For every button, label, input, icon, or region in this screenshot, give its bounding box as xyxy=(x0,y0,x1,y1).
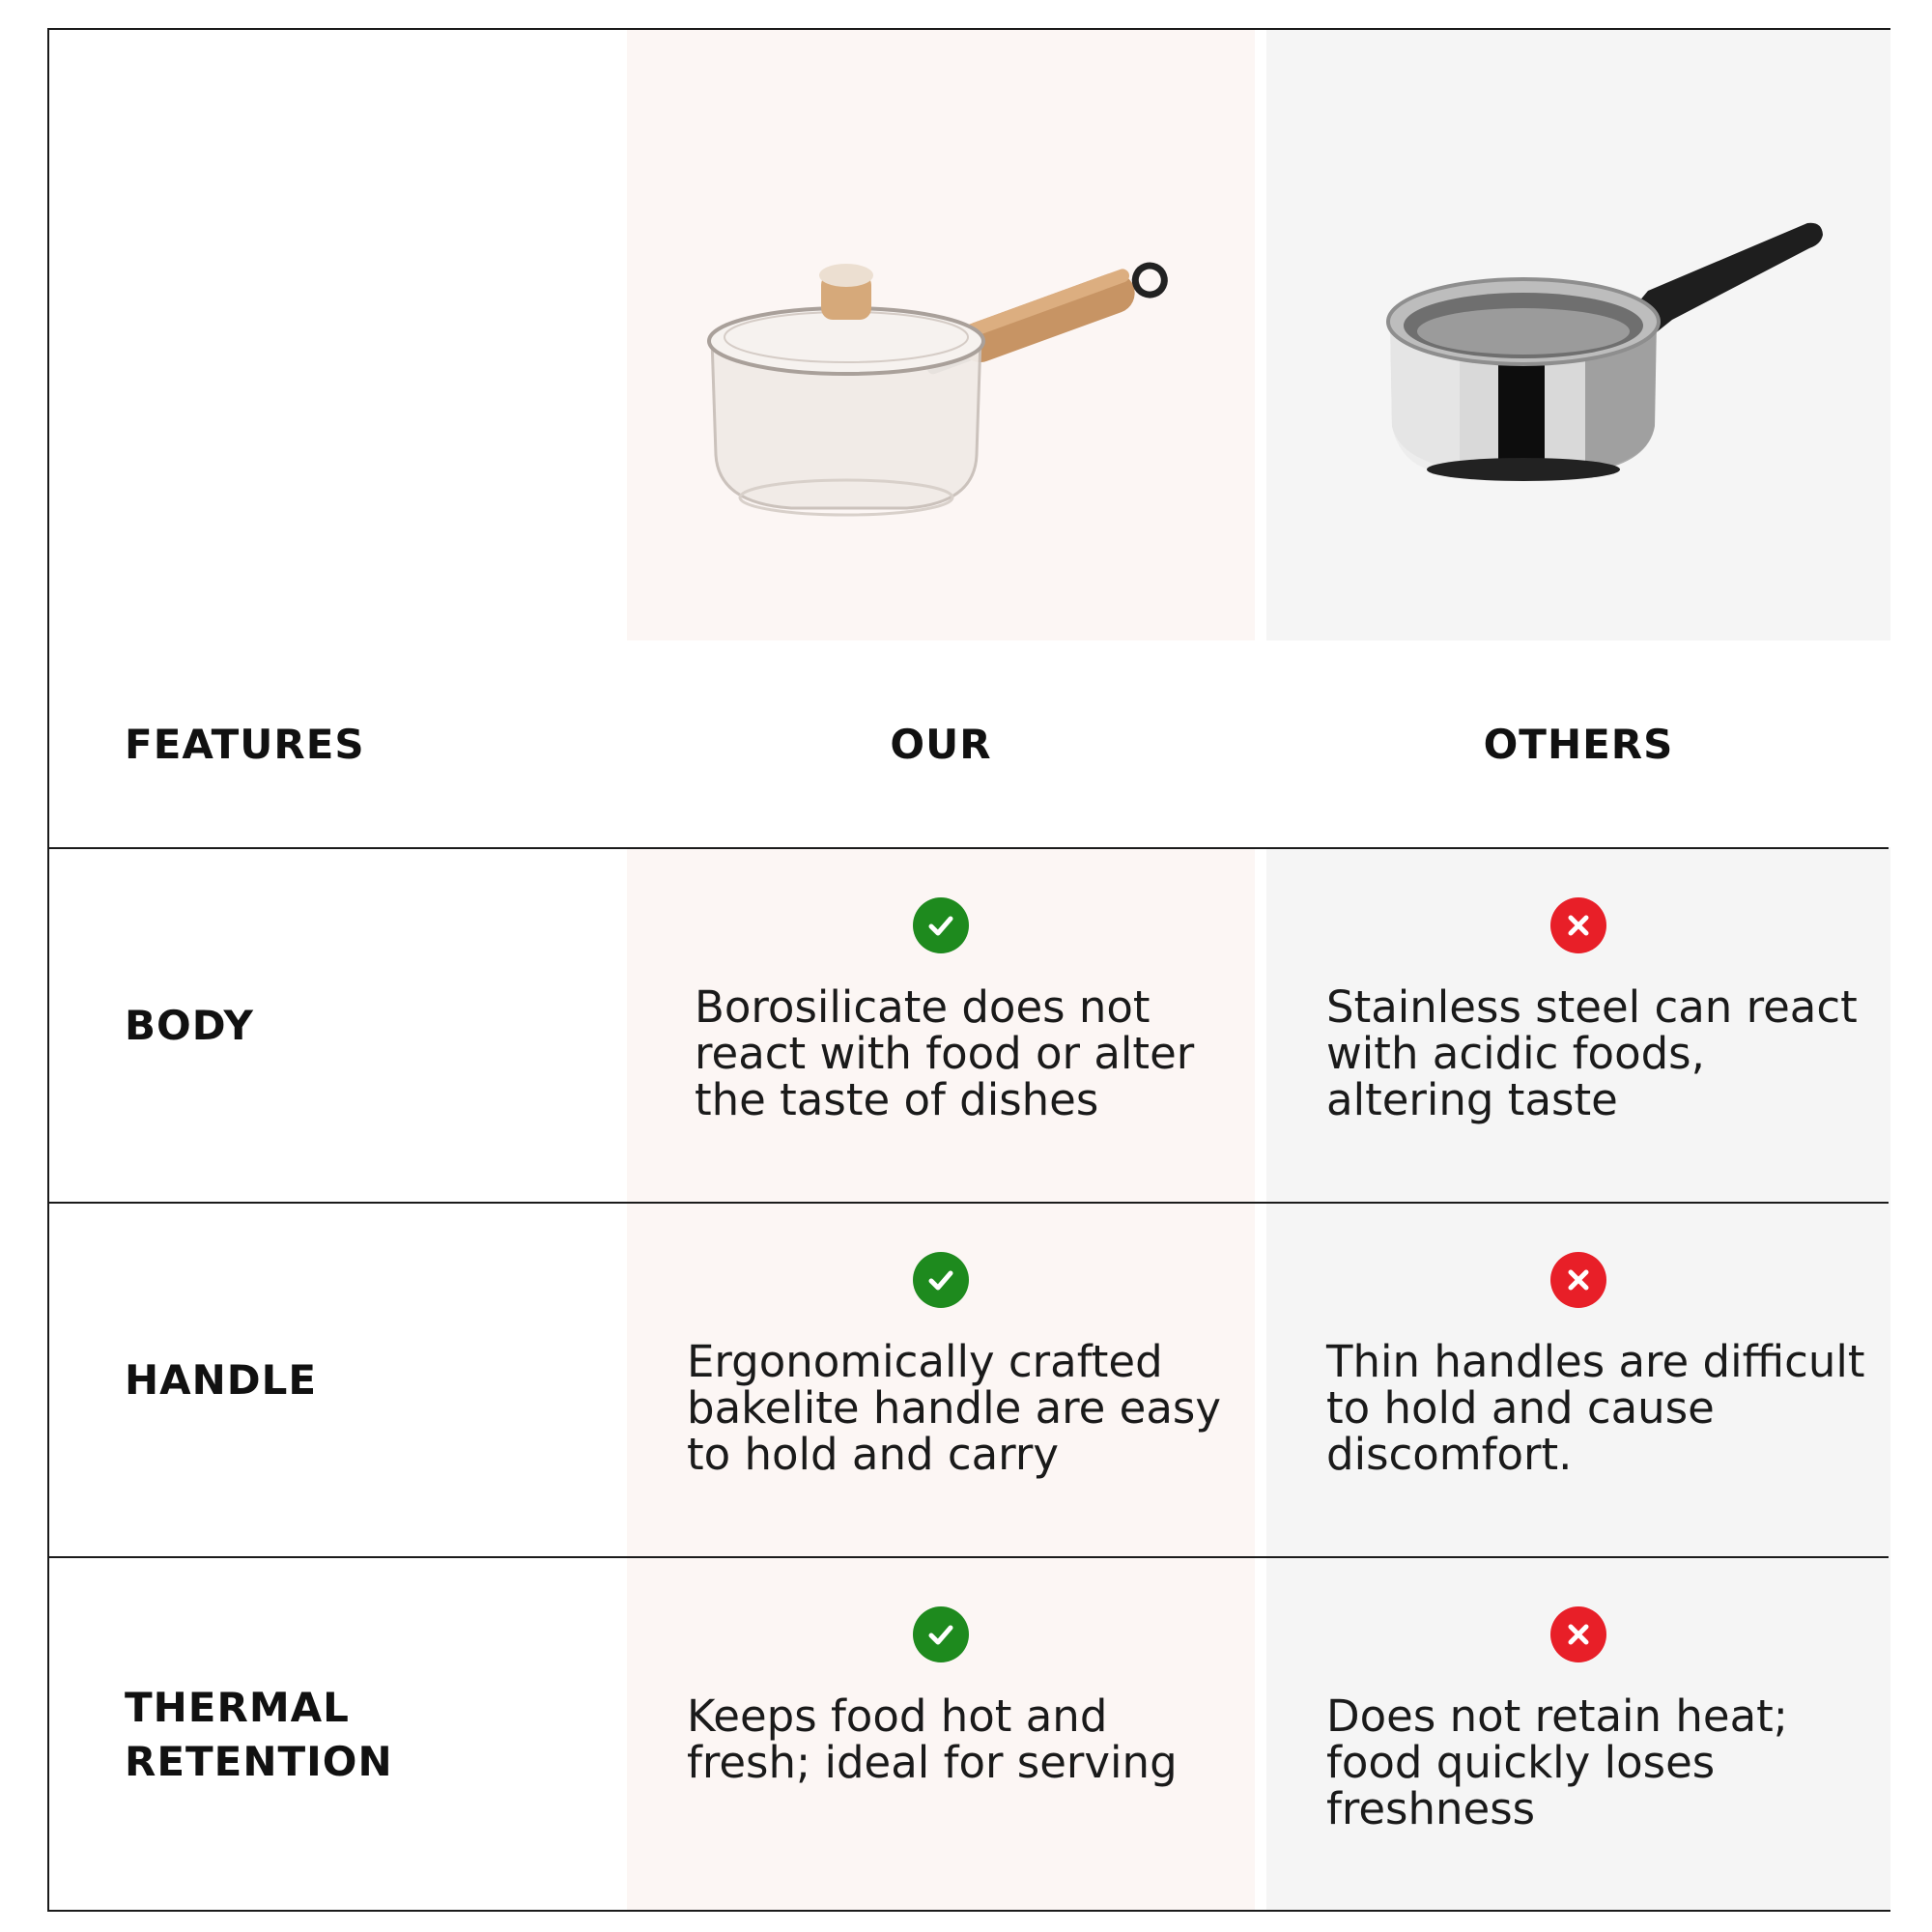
our-thermal-text: Keeps food hot and fresh; ideal for serving xyxy=(687,1690,1178,1788)
feature-label-handle: HANDLE xyxy=(125,1355,318,1404)
others-body-text: Stainless steel can react with acidic foods, altering taste xyxy=(1326,981,1858,1125)
check-icon xyxy=(913,897,969,953)
cross-icon xyxy=(1550,1606,1606,1662)
others-handle-text: Thin handles are difficult to hold and cause discomfort. xyxy=(1326,1336,1865,1480)
feature-label-body: BODY xyxy=(125,1001,254,1049)
our-product-image xyxy=(627,30,1255,640)
others-product-image xyxy=(1266,30,1890,640)
our-handle-text: Ergonomically crafted bakelite handle are easy to hold and carry xyxy=(687,1336,1222,1480)
comparison-table xyxy=(47,28,1890,1912)
features-header: FEATURES xyxy=(125,720,365,768)
others-thermal-cell xyxy=(1266,1558,1890,1912)
our-body-text: Borosilicate does not react with food or alter the taste of dishes xyxy=(695,981,1195,1125)
our-body-cell xyxy=(627,849,1255,1202)
our-thermal-cell xyxy=(627,1558,1255,1912)
others-body-cell xyxy=(1266,849,1890,1202)
cross-icon xyxy=(1550,1252,1606,1308)
steel-saucepan-icon xyxy=(1266,30,1890,640)
our-header: OUR xyxy=(627,640,1255,847)
glass-saucepan-icon xyxy=(627,30,1255,640)
our-handle-cell xyxy=(627,1204,1255,1556)
check-icon xyxy=(913,1606,969,1662)
feature-label-thermal-retention: THERMAL RETENTION xyxy=(125,1684,393,1785)
header-row xyxy=(49,640,1889,847)
others-header: OTHERS xyxy=(1266,640,1890,847)
others-handle-cell xyxy=(1266,1204,1890,1556)
check-icon xyxy=(913,1252,969,1308)
cross-icon xyxy=(1550,897,1606,953)
others-thermal-text: Does not retain heat; food quickly loses freshness xyxy=(1326,1690,1788,1834)
